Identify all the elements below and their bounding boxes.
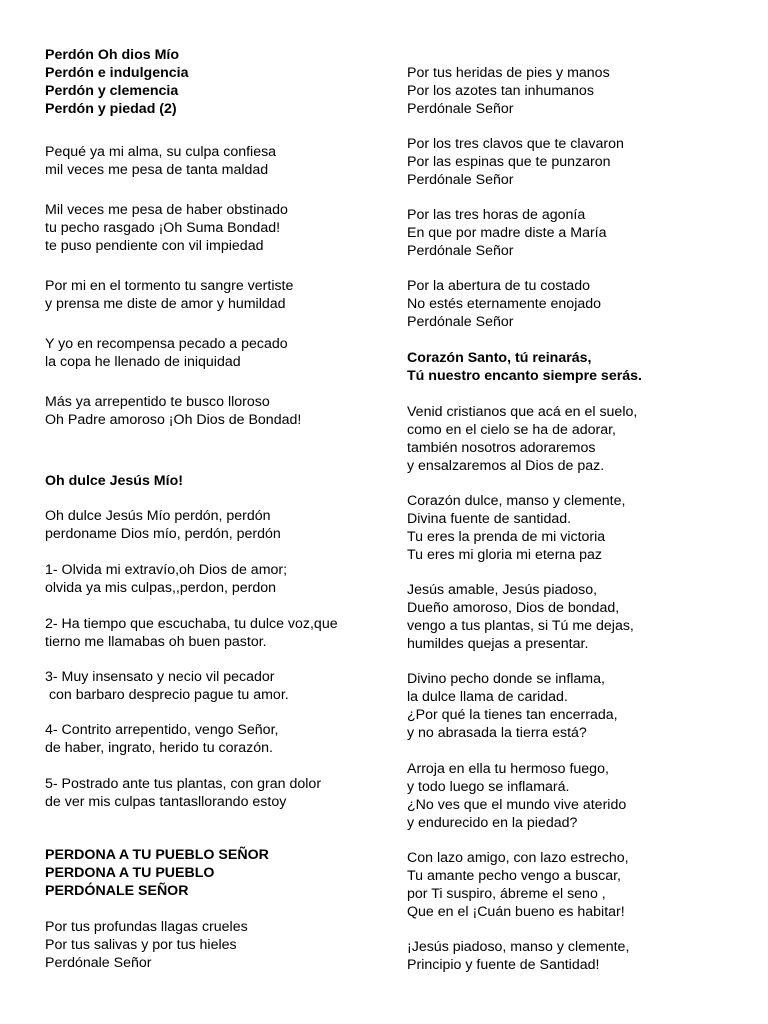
stanza-9 <box>407 670 618 742</box>
stanza-2 <box>407 135 624 189</box>
verse-line: humildes quejas a presentar. <box>407 636 589 652</box>
verse-line: Y yo en recompensa pecado a pecado <box>45 336 288 352</box>
verse-line: ¿Por qué la tienes tan encerrada, <box>407 707 618 723</box>
heading-7 <box>45 472 183 490</box>
heading-5 <box>407 349 642 385</box>
stanza-11 <box>45 668 289 704</box>
verse-line: 5- Postrado ante tus plantas, con gran dolor <box>45 776 322 792</box>
verse-line: Perdón y piedad (2) <box>45 101 177 117</box>
verse-line: Perdónale Señor <box>407 172 514 188</box>
verse-line: y todo luego se inflamará. <box>407 779 570 795</box>
verse-line: Perdón e indulgencia <box>45 65 189 81</box>
verse-line: Tu amante pecho vengo a buscar, <box>407 868 622 884</box>
verse-line: perdoname Dios mío, perdón, perdón <box>45 526 281 542</box>
verse-line: Oh dulce Jesús Mío! <box>45 473 183 489</box>
verse-line: Oh dulce Jesús Mío perdón, perdón <box>45 508 271 524</box>
verse-line: Venid cristianos que acá en el suelo, <box>407 404 638 420</box>
verse-line: 2- Ha tiempo que escuchaba, tu dulce voz,que <box>45 616 338 632</box>
stanza-2 <box>45 143 276 179</box>
verse-line: Tu eres mi gloria mi eterna paz <box>407 547 603 563</box>
stanza-12 <box>407 938 629 974</box>
verse-line: PERDÓNALE SEÑOR <box>45 883 189 899</box>
verse-line: Por los tres clavos que te clavaron <box>407 136 624 152</box>
stanza-8 <box>45 507 281 543</box>
verse-line: Pequé ya mi alma, su culpa confiesa <box>45 144 277 160</box>
verse-line: por Ti suspiro, ábreme el seno , <box>407 886 606 902</box>
stanza-8 <box>407 581 634 653</box>
verse-line: Divina fuente de santidad. <box>407 511 572 527</box>
verse-line: y no abrasada la tierra está? <box>407 725 587 741</box>
verse-line: Por tus profundas llagas crueles <box>45 919 248 935</box>
stanza-3 <box>45 201 288 255</box>
verse-line: tierno me llamabas oh buen pastor. <box>45 634 267 650</box>
verse-line: como en el cielo se ha de adorar, <box>407 422 617 438</box>
verse-line: tu pecho rasgado ¡Oh Suma Bondad! <box>45 220 281 236</box>
verse-line: En que por madre diste a María <box>407 225 607 241</box>
verse-line: 4- Contrito arrepentido, vengo Señor, <box>45 722 279 738</box>
verse-line: Arroja en ella tu hermoso fuego, <box>407 761 609 777</box>
stanza-4 <box>45 277 293 313</box>
verse-line: Corazón dulce, manso y clemente, <box>407 493 626 509</box>
stanza-9 <box>45 561 287 597</box>
heading-1 <box>45 46 188 118</box>
verse-line: PERDONA A TU PUEBLO SEÑOR <box>45 847 269 863</box>
verse-line: mil veces me pesa de tanta maldad <box>45 162 269 178</box>
verse-line: Por tus heridas de pies y manos <box>407 65 610 81</box>
verse-line: Perdónale Señor <box>407 314 514 330</box>
verse-line: Por mi en el tormento tu sangre vertiste <box>45 278 294 294</box>
stanza-15 <box>45 918 248 972</box>
verse-line: te puso pendiente con vil impiedad <box>45 238 264 254</box>
stanza-6 <box>45 393 301 429</box>
verse-line: Que en el ¡Cuán bueno es habitar! <box>407 904 625 920</box>
verse-line: Perdónale Señor <box>45 955 152 971</box>
verse-line: Dueño amoroso, Dios de bondad, <box>407 600 620 616</box>
verse-line: Principio y fuente de Santidad! <box>407 957 600 973</box>
verse-line: 3- Muy insensato y necio vil pecador <box>45 669 275 685</box>
verse-line: de haber, ingrato, herido tu corazón. <box>45 740 273 756</box>
verse-line: olvida ya mis culpas,,perdon, perdon <box>45 580 277 596</box>
verse-line: Más ya arrepentido te busco lloroso <box>45 394 270 410</box>
verse-line: Por las espinas que te punzaron <box>407 154 611 170</box>
stanza-5 <box>45 335 288 371</box>
verse-line: Por la abertura de tu costado <box>407 278 590 294</box>
verse-line: Oh Padre amoroso ¡Oh Dios de Bondad! <box>45 412 302 428</box>
stanza-11 <box>407 849 629 921</box>
verse-line: y ensalzaremos al Dios de paz. <box>407 458 605 474</box>
verse-line: de ver mis culpas tantasllorando estoy <box>45 794 287 810</box>
verse-line: Perdón Oh dios Mío <box>45 47 179 63</box>
verse-line: Perdónale Señor <box>407 101 514 117</box>
verse-line: Tú nuestro encanto siempre serás. <box>407 368 642 384</box>
verse-line: Corazón Santo, tú reinarás, <box>407 350 592 366</box>
stanza-10 <box>45 615 338 651</box>
stanza-10 <box>407 760 626 832</box>
stanza-3 <box>407 206 607 260</box>
verse-line: 1- Olvida mi extravío,oh Dios de amor; <box>45 562 288 578</box>
verse-line: ¿No ves que el mundo vive aterido <box>407 797 627 813</box>
verse-line: también nosotros adoraremos <box>407 440 596 456</box>
verse-line: Por tus salivas y por tus hieles <box>45 937 237 953</box>
stanza-13 <box>45 775 321 811</box>
stanza-6 <box>407 403 637 475</box>
verse-line: Perdón y clemencia <box>45 83 179 99</box>
verse-line: Jesús amable, Jesús piadoso, <box>407 582 598 598</box>
stanza-7 <box>407 492 625 564</box>
verse-line: Con lazo amigo, con lazo estrecho, <box>407 850 629 866</box>
verse-line: Mil veces me pesa de haber obstinado <box>45 202 288 218</box>
verse-line: PERDONA A TU PUEBLO <box>45 865 215 881</box>
verse-line: ¡Jesús piadoso, manso y clemente, <box>407 939 630 955</box>
verse-line: No estés eternamente enojado <box>407 296 602 312</box>
verse-line: y prensa me diste de amor y humildad <box>45 296 286 312</box>
verse-line: Perdónale Señor <box>407 243 514 259</box>
stanza-1 <box>407 64 610 118</box>
verse-line: Por los azotes tan inhumanos <box>407 83 594 99</box>
verse-line: la copa he llenado de iniquidad <box>45 354 241 370</box>
stanza-4 <box>407 277 601 331</box>
verse-line: con barbaro desprecio pague tu amor. <box>45 687 289 703</box>
heading-14 <box>45 846 269 900</box>
verse-line: Por las tres horas de agonía <box>407 207 586 223</box>
verse-line: la dulce llama de caridad. <box>407 689 568 705</box>
verse-line: Divino pecho donde se inflama, <box>407 671 605 687</box>
verse-line: Tu eres la prenda de mi victoria <box>407 529 606 545</box>
stanza-12 <box>45 721 278 757</box>
verse-line: y endurecido en la piedad? <box>407 815 578 831</box>
verse-line: vengo a tus plantas, si Tú me dejas, <box>407 618 634 634</box>
